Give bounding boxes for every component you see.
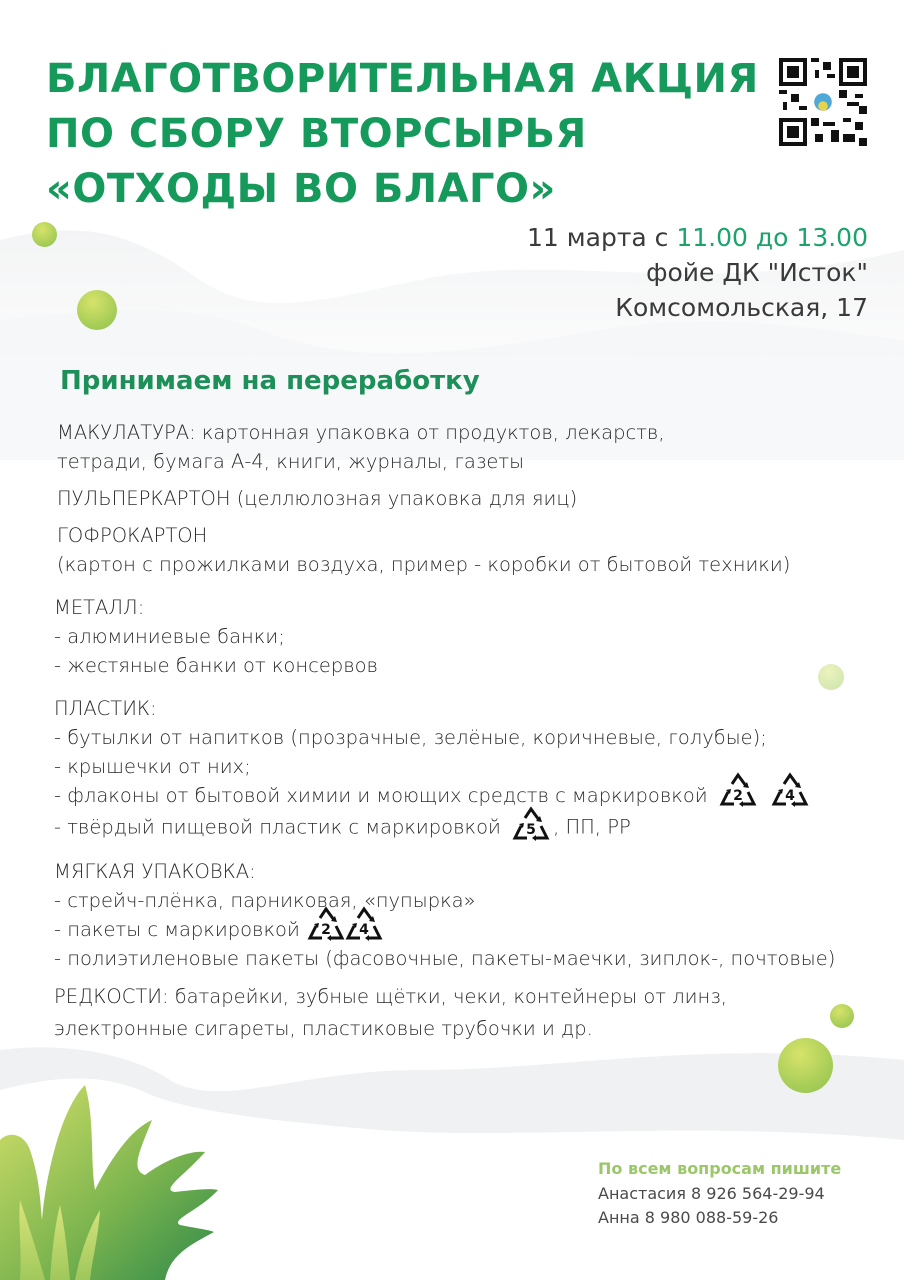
event-time: 11.00 до 13.00: [676, 223, 868, 252]
category-plastic: [54, 694, 887, 839]
soft-title: МЯГКАЯ УПАКОВКА:: [54, 860, 256, 883]
soft-item: - полиэтиленовые пакеты (фасовочные, пакеты-маечки, зиплок-, почтовые): [54, 947, 836, 970]
category-rare: [54, 981, 887, 1045]
svg-text:4: 4: [785, 787, 795, 804]
paper-line: тетради, бумага А-4, книги, журналы, газеты: [57, 450, 525, 473]
plastic-item: - бутылки от напитков (прозрачные, зелёные, коричневые, голубые);: [54, 726, 767, 749]
pulp-line: ПУЛЬПЕРКАРТОН (целлюлозная упаковка для яиц): [57, 487, 578, 510]
recycle-code-5-icon: [509, 806, 553, 846]
metal-item: - жестяные банки от консервов: [54, 654, 378, 677]
category-pulp: [57, 484, 887, 513]
plastic-item-text: - твёрдый пищевой пластик с маркировкой: [54, 815, 501, 839]
title-line: БЛАГОТВОРИТЕЛЬНАЯ АКЦИЯ: [46, 56, 759, 102]
decor-dot: [77, 290, 117, 330]
event-address: Комсомольская, 17: [615, 293, 868, 322]
plastic-item: - крышечки от них;: [54, 755, 251, 778]
metal-title: МЕТАЛЛ:: [54, 596, 145, 619]
rare-line: электронные сигареты, пластиковые трубочки и др.: [54, 1017, 593, 1040]
contact-phone[interactable]: Анна 8 980 088-59-26: [598, 1208, 779, 1227]
category-soft: [54, 857, 887, 973]
recycle-code-2-icon: [716, 772, 760, 812]
title-line: ПО СБОРУ ВТОРСЫРЬЯ: [46, 111, 587, 157]
soft-item: [54, 915, 887, 944]
decor-dot: [32, 222, 57, 247]
event-info: [527, 220, 868, 325]
event-date: 11 марта с: [527, 223, 677, 252]
event-datetime: [527, 220, 868, 255]
rare-line: РЕДКОСТИ: батарейки, зубные щётки, чеки, контейнеры от линз,: [54, 985, 727, 1008]
svg-text:2: 2: [321, 921, 331, 938]
soft-item: - стрейч-плёнка, парниковая, «пупырка»: [54, 889, 476, 912]
metal-item: - алюминиевые банки;: [54, 625, 285, 648]
plastic-item: [54, 810, 887, 839]
qr-code-icon[interactable]: [779, 58, 867, 146]
paper-line: МАКУЛАТУРА: картонная упаковка от продуктов, лекарств,: [57, 421, 665, 444]
contacts-heading: По всем вопросам пишите: [598, 1159, 842, 1178]
section-heading: Принимаем на переработку: [60, 366, 480, 396]
event-venue: фойе ДК "Исток": [646, 258, 868, 287]
accepted-list: [54, 418, 887, 1053]
svg-text:2: 2: [732, 787, 743, 804]
corrugated-desc: (картон с прожилками воздуха, пример - коробки от бытовой техники): [57, 553, 791, 576]
contact-phone[interactable]: Анастасия 8 926 564-29-94: [598, 1184, 825, 1203]
plastic-item: [54, 781, 887, 810]
page-title: [46, 52, 759, 217]
svg-text:5: 5: [526, 822, 536, 838]
soft-item-text: - пакеты с маркировкой: [54, 918, 300, 941]
recycle-code-4-icon: [768, 772, 812, 812]
category-corrugated: [57, 521, 887, 579]
category-paper: [57, 418, 887, 476]
corrugated-title: ГОФРОКАРТОН: [57, 524, 208, 547]
plastic-title: ПЛАСТИК:: [54, 697, 157, 720]
svg-text:4: 4: [359, 921, 369, 938]
category-metal: [54, 593, 887, 680]
contacts: [598, 1156, 841, 1230]
title-line: «ОТХОДЫ ВО БЛАГО»: [46, 166, 556, 212]
recycle-code-4-icon: [342, 906, 386, 946]
plastic-item-text: - флаконы от бытовой химии и моющих средств с маркировкой: [54, 784, 708, 807]
plastic-item-suffix: , ПП, РР: [553, 815, 631, 839]
